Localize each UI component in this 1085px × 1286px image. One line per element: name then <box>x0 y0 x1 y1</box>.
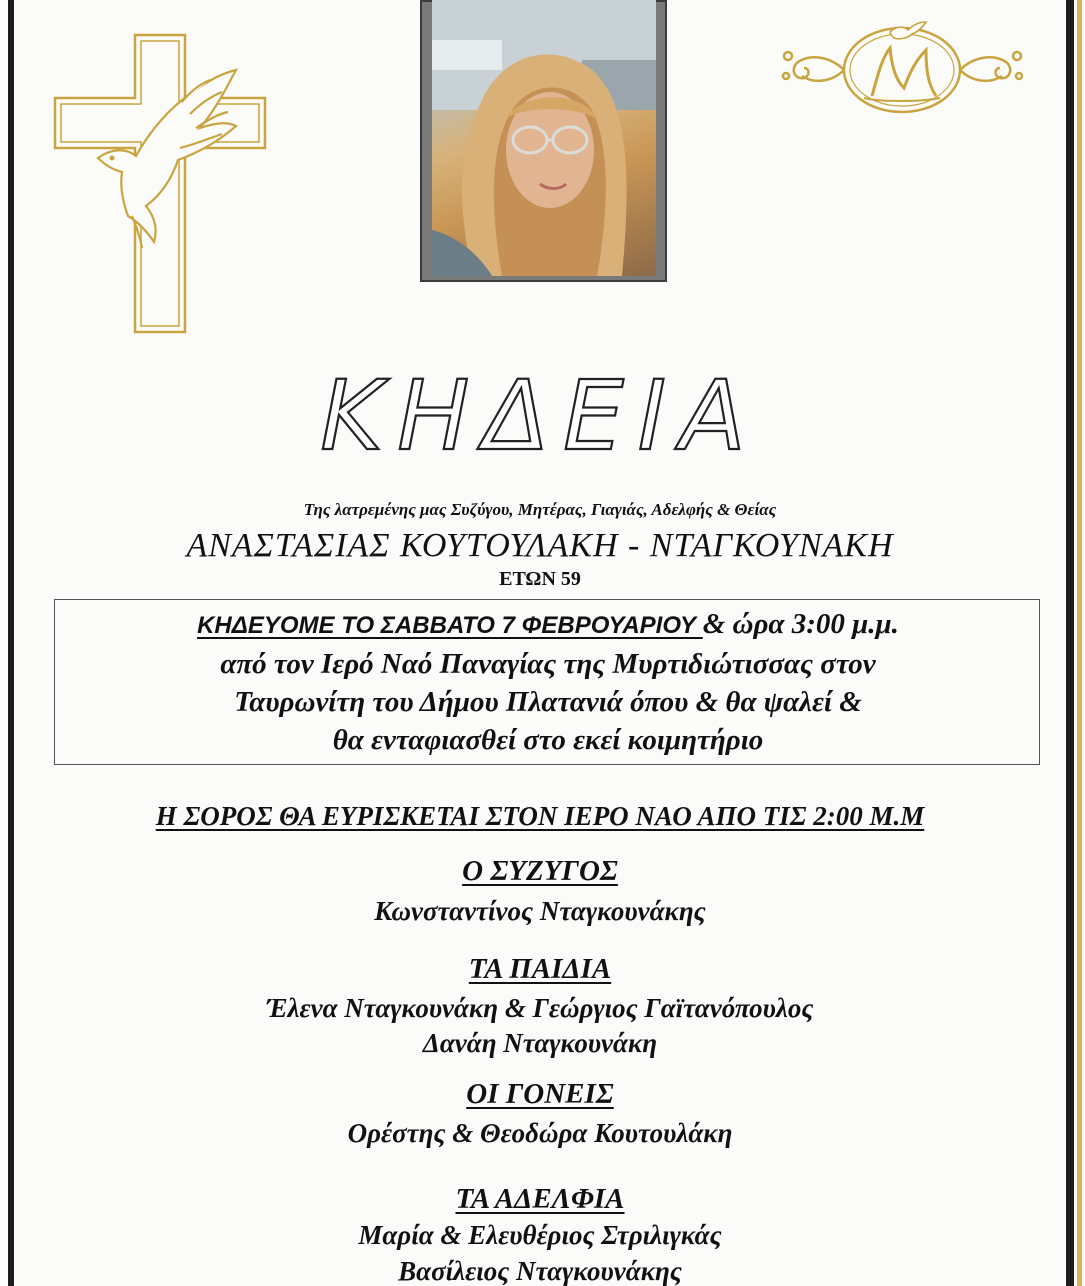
funeral-time: & ώρα 3:00 μ.μ. <box>702 608 899 640</box>
cross-with-dove-icon <box>50 30 270 340</box>
remains-notice: Η ΣΟΡΟΣ ΘΑ ΕΥΡΙΣΚΕΤΑΙ ΣΤΟΝ ΙΕΡΟ ΝΑΟ ΑΠΟ ΤΙΣ 2:00 Μ.Μ <box>155 801 925 831</box>
funeral-date: ΚΗΔΕΥΟΜΕ ΤΟ ΣΑΒΒΑΤΟ 7 ΦΕΒΡΟΥΑΡΙΟΥ <box>197 612 703 639</box>
right-border <box>1066 0 1074 1286</box>
mourner-heading-parents: ΟΙ ΓΟΝΕΙΣ <box>466 1078 614 1110</box>
portrait-illustration <box>432 0 656 276</box>
funeral-info-box <box>54 599 1040 765</box>
portrait-image <box>432 0 656 276</box>
mourner-heading-siblings: ΤΑ ΑΔΕΛΦΙΑ <box>455 1183 625 1215</box>
right-gold-edge <box>1077 0 1082 1286</box>
mourner-name: Μαρία & Ελευθέριος Στριλιγκάς <box>358 1220 722 1250</box>
funeral-date-line <box>55 608 1041 641</box>
deceased-name: ΑΝΑΣΤΑΣΙΑΣ ΚΟΥΤΟΥΛΑΚΗ - ΝΤΑΓΚΟΥΝΑΚΗ <box>186 527 894 564</box>
funeral-location-line-1: από τον Ιερό Ναό Παναγίας της Μυρτιδιώτισσας στον <box>220 648 876 680</box>
mourner-name: Κωνσταντίνος Νταγκουνάκης <box>374 896 706 926</box>
subtitle: Της λατρεμένης μας Συζύγου, Μητέρας, Γιαγιάς, Αδελφής & Θείας <box>303 500 777 519</box>
mourner-name: Έλενα Νταγκουνάκη & Γεώργιος Γαϊτανόπουλος <box>266 993 814 1023</box>
funeral-location-line-2: Ταυρωνίτη του Δήμου Πλατανιά όπου & θα ψαλεί & <box>234 686 862 718</box>
mourner-name: Βασίλειος Νταγκουνάκης <box>398 1256 682 1286</box>
deceased-age: ΕΤΩΝ 59 <box>499 568 581 590</box>
page-title: ΚΗΔΕΙΑ <box>320 360 760 472</box>
mourner-name: Δανάη Νταγκουνάκη <box>422 1028 658 1058</box>
mourner-name: Ορέστης & Θεοδώρα Κουτουλάκη <box>347 1118 733 1148</box>
mourner-heading-children: ΤΑ ΠΑΙΔΙΑ <box>468 953 612 985</box>
funeral-location-line-3: θα ενταφιασθεί στο εκεί κοιμητήριο <box>332 724 764 756</box>
portrait-photo <box>420 0 667 282</box>
mourner-heading-spouse: Ο ΣΥΖΥΓΟΣ <box>462 855 618 887</box>
monogram-m-dove-icon <box>780 18 1025 118</box>
